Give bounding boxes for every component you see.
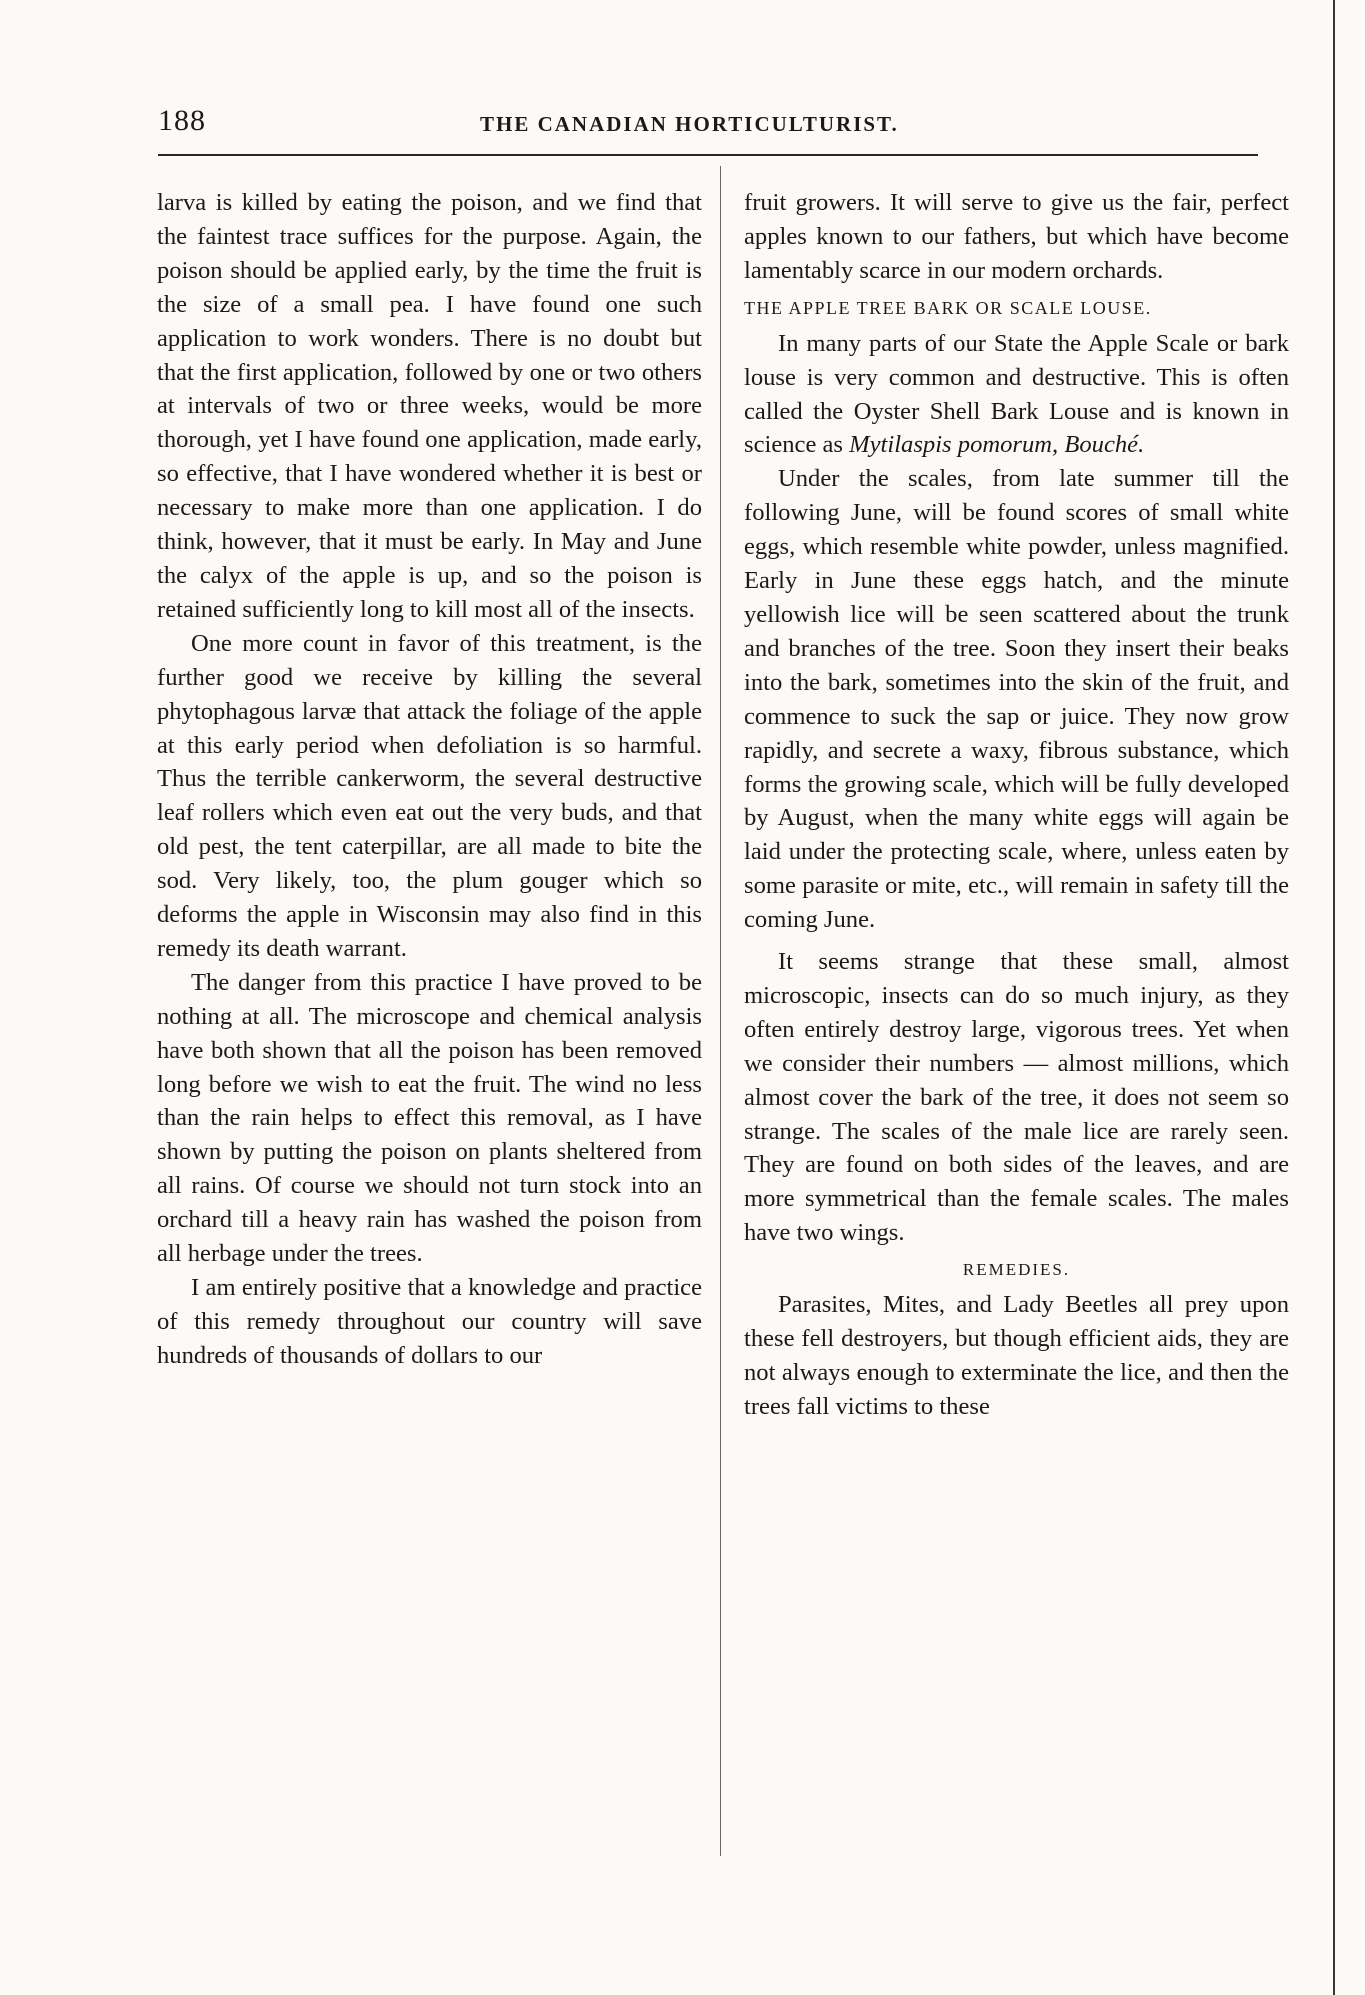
page-number: 188 [158,104,206,137]
binding-edge [1333,0,1335,1995]
right-column [744,186,1289,1424]
header-rule [158,154,1258,156]
paragraph [744,327,1289,463]
paragraph: Parasites, Mites, and Lady Beetles all prey upon these fell destroyers, but though efficient aids, they are not always enough to exterminate the lice, and then the trees fall victims to these [744,1291,1289,1420]
column-divider [720,166,721,1856]
paragraph: It seems strange that these small, almost microscopic, insects can do so much injury, as they often entirely destroy large, vigorous trees. Yet when we consider their numbers — almost millions, which almost cover the bark of the tree, it does not seem so strange. The scales of the male lice are rarely seen. They are found on both sides of the leaves, and are more symmetrical than the female scales. The males have two wings. [744,948,1289,1247]
left-column [157,186,702,1373]
paragraph: One more count in favor of this treatment, is the further good we receive by killing the several phytophagous larvæ that attack the foliage of the apple at this early period when defoliation is so harmful. Thus the terrible cankerworm, the several destructive leaf rollers which even eat out the very buds, and that old pest, the tent caterpillar, are all made to bite the sod. Very likely, too, the plum gouger which so deforms the apple in Wisconsin may also find in this remedy its death warrant. [157,629,702,962]
paragraph: fruit growers. It will serve to give us the fair, perfect apples known to our fathers, but which have become lamentably scarce in our modern orchards. [744,189,1289,284]
page-header [150,104,1250,144]
running-head: THE CANADIAN HORTICULTURIST. [480,112,899,136]
section-heading: THE APPLE TREE BARK OR SCALE LOUSE. [744,297,1152,318]
paragraph: I am entirely positive that a knowledge and practice of this remedy throughout our country will save hundreds of thousands of dollars to our [157,1274,702,1369]
paragraph: The danger from this practice I have proved to be nothing at all. The microscope and chemical analysis have both shown that all the poison has been removed long before we wish to eat the fruit. The wind no less than the rain helps to effect this removal, as I have shown by putting the poison on plants sheltered from all rains. Of course we should not turn stock into an orchard till a heavy rain has washed the poison from all herbage under the trees. [157,968,702,1268]
paragraph: Under the scales, from late summer till the following June, will be found scores of small white eggs, which resemble white powder, unless magnified. Early in June these eggs hatch, and the minute yellowish lice will be seen scattered about the trunk and branches of the tree. Soon they insert their beaks into the bark, sometimes into the skin of the fruit, and commence to suck the sap or juice. They now grow rapidly, and secrete a waxy, fibrous substance, which forms the growing scale, which will be fully developed by August, when the many white eggs will again be laid under the protecting scale, where, unless eaten by some parasite or mite, etc., will remain in safety till the coming June. [744,465,1289,934]
paragraph: larva is killed by eating the poison, and we find that the faintest trace suffices for the purpose. Again, the poison should be applied early, by the time the fruit is the size of a small pea. I have found one such application to work wonders. There is no doubt but that the first application, followed by one or two others at intervals of two or three weeks, would be more thorough, yet I have found one application, made early, so effective, that I have wondered whether it is best or necessary to make more than one application. I do think, however, that it must be early. In May and June the calyx of the apple is up, and so the poison is retained sufficiently long to kill most all of the insects. [157,189,702,623]
subheading-remedies: REMEDIES. [962,1260,1071,1280]
scientific-name: Mytilaspis pomorum, Bouché. [849,431,1145,459]
paragraph-text: In many parts of our State the Apple Scale or bark louse is very common and destructive. This is often called the Oyster Shell Bark Louse and is known in science as [744,329,1289,459]
